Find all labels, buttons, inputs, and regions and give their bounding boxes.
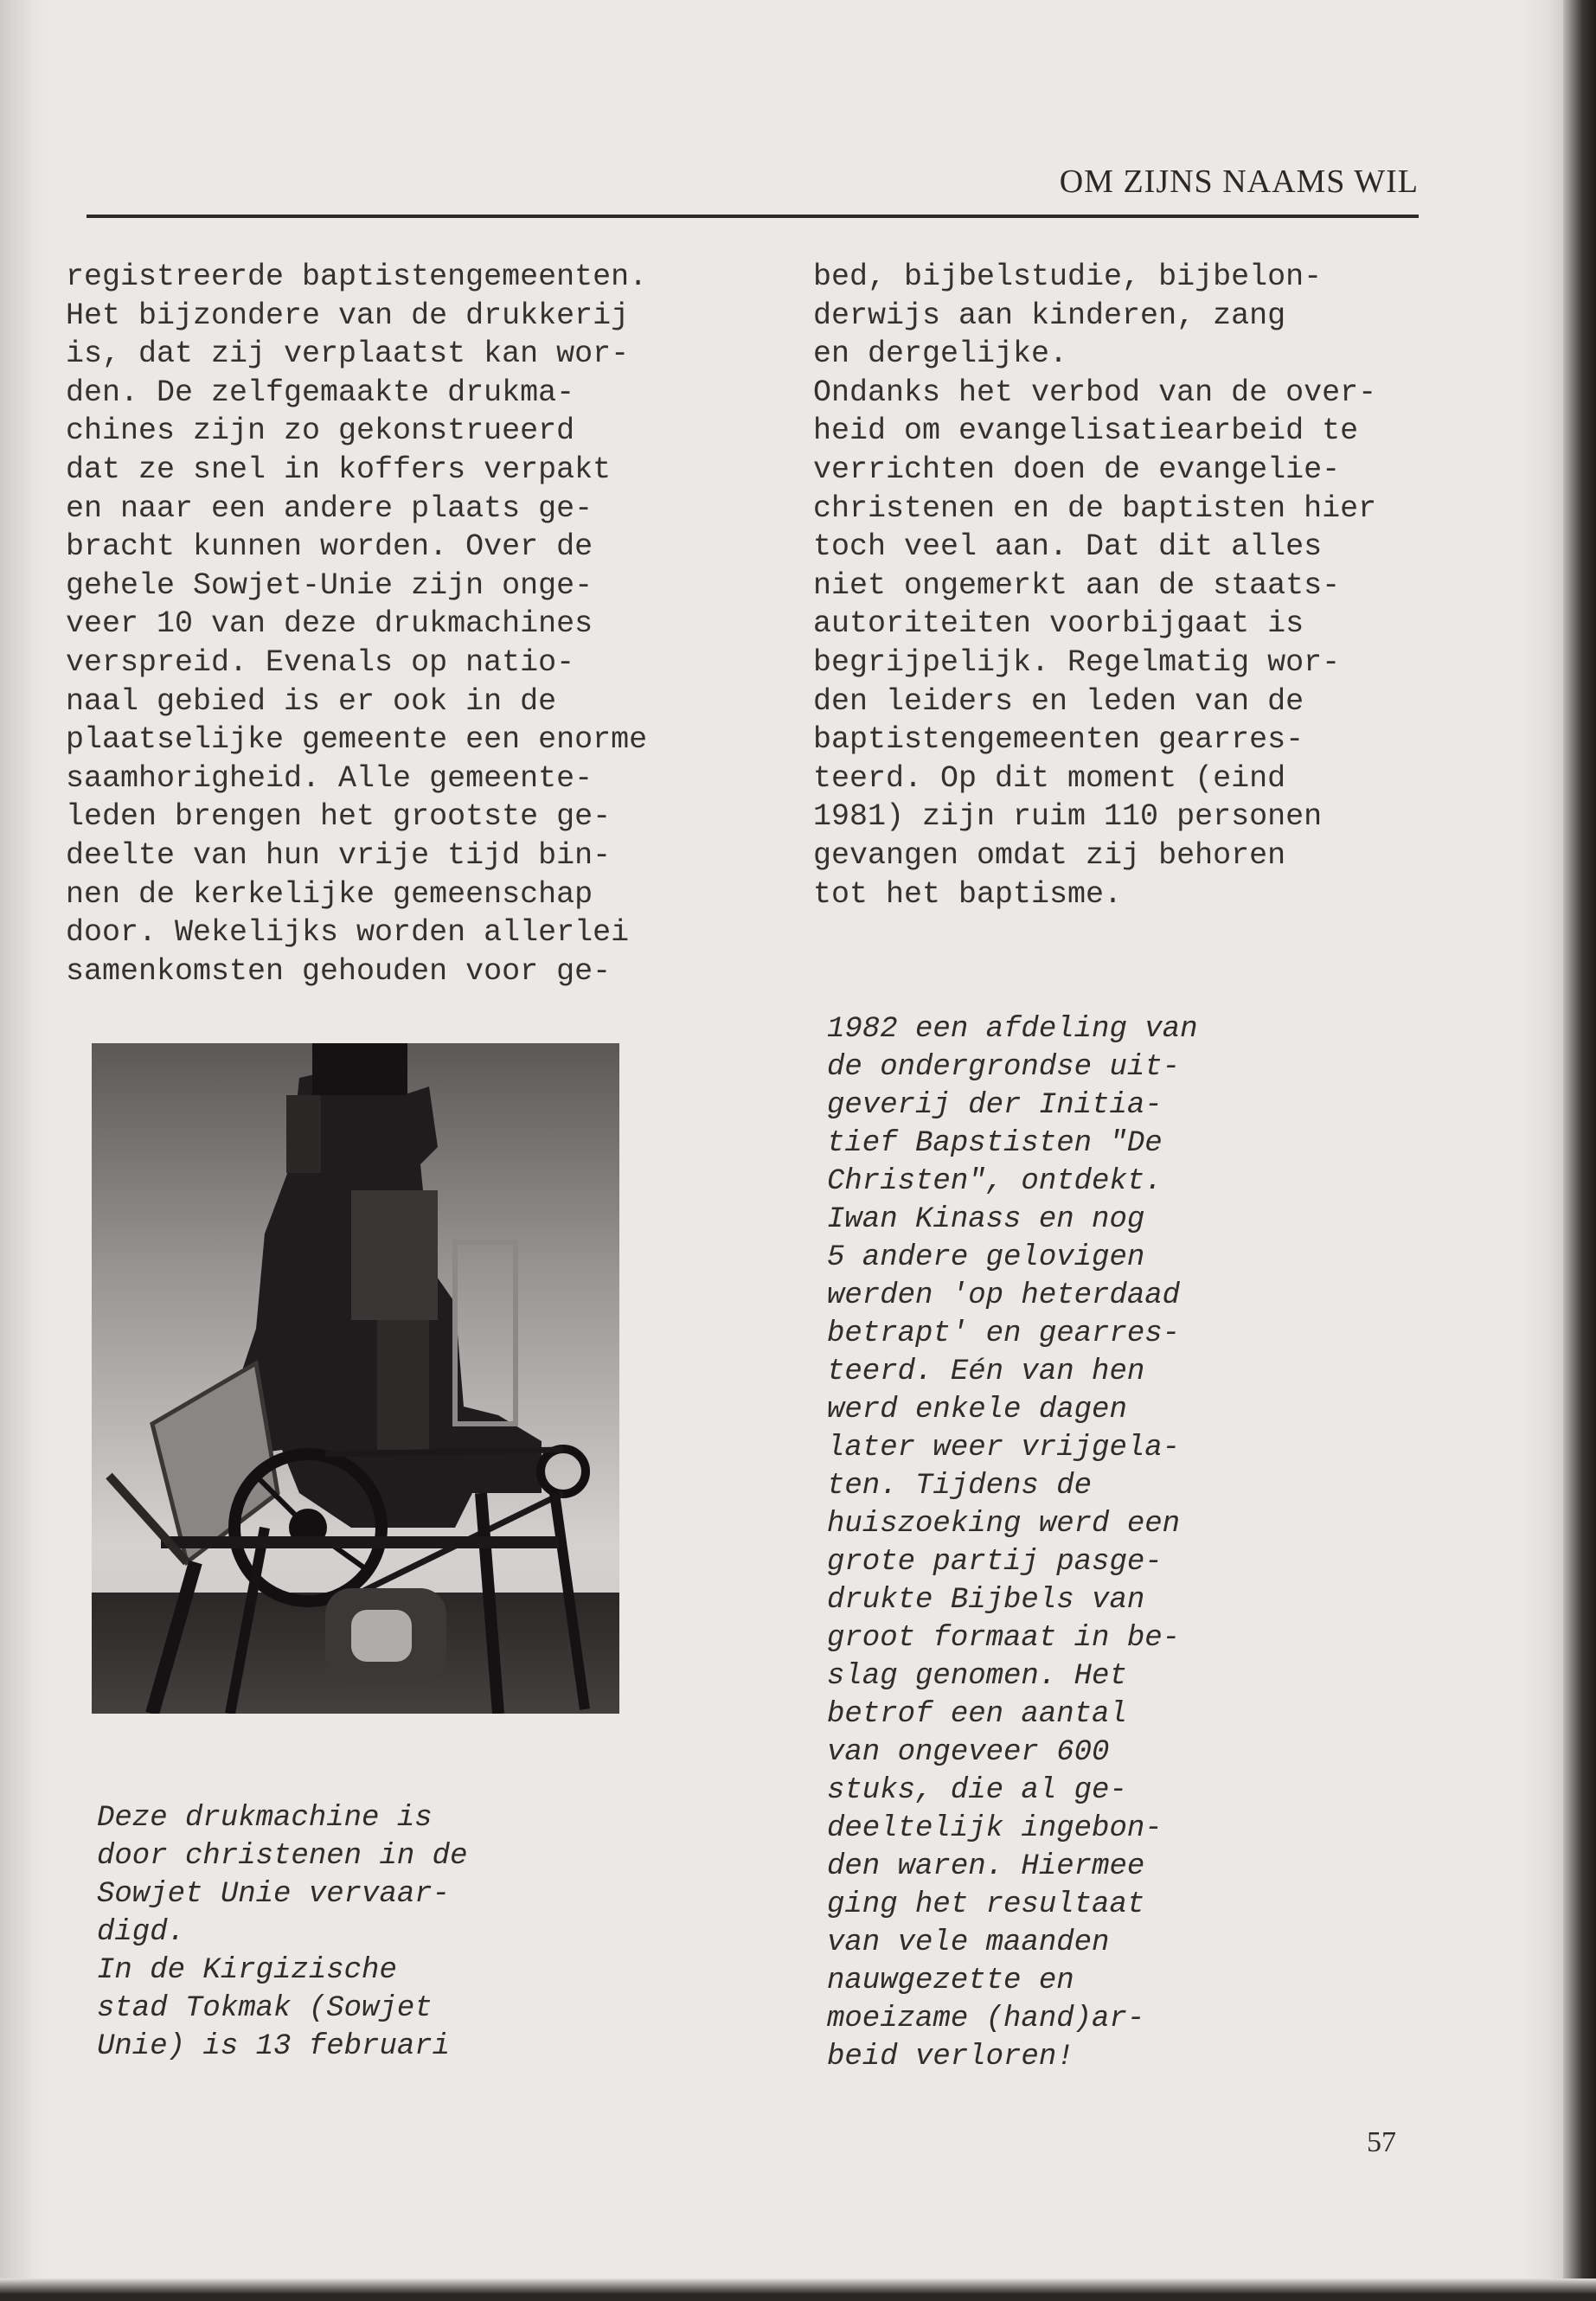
left-column-text: registreerde baptistengemeenten. Het bijzondere van de drukkerij is, dat zij verplaatst kan wor- den. De zelfgemaakte drukma- chines zijn zo gekonstrueerd dat ze snel in koffers verpakt en naar een andere plaats ge- bracht kunnen worden. Over de gehele Sowjet-Unie zijn onge- veer 10 van deze drukmachines verspreid. Evenals op natio- naal gebied is er ook in de plaatselijke gemeente een enorme saamhorigheid. Alle gemeente- leden brengen het grootste ge- deelte van hun vrije tijd bin- nen de kerkelijke gemeenschap door. Wekelijks worden allerlei samenkomsten gehouden voor ge- <box>66 260 648 989</box>
news-caption: 1982 een afdeling van de ondergrondse uit- geverij der Initia- tief Bapstisten "De Christen", ontdekt. Iwan Kinass en nog 5 andere gelovigen werden 'op heterdaad betrapt' en gearres- teerd. Eén van hen werd enkele dagen later weer vrijgela- ten. Tijdens de huiszoeking werd een grote partij pasge- drukte Bijbels van groot formaat in be- slag genomen. Het betrof een aantal van ongeveer 600 stuks, die al ge- deeltelijk ingebon- den waren. Hiermee ging het resultaat van vele maanden nauwgezette en moeizame (hand)ar- beid verloren! <box>827 1013 1198 2073</box>
page-number: 57 <box>1367 2126 1396 2158</box>
photo-caption: Deze drukmachine is door christenen in de Sowjet Unie vervaar- digd. In de Kirgizische stad Tokmak (Sowjet Unie) is 13 februari <box>97 1802 468 2063</box>
page-edge <box>1563 0 1596 2301</box>
right-column-text: bed, bijbelstudie, bijbelon- derwijs aan kinderen, zang en dergelijke. Ondanks het verbod van de over- heid om evangelisatiearbeid te verrichten doen de evangelie- christenen en de baptisten hier toch veel aan. Dat dit alles niet ongemerkt aan de staats- autoriteiten voorbijgaat is begrijpelijk. Regelmatig wor- den leiders en leden van de baptistengemeenten gearres- teerd. Op dit moment (eind 1981) zijn ruim 110 personen gevangen omdat zij behoren tot het baptisme. <box>813 260 1377 912</box>
page-bottom-edge <box>0 2279 1596 2301</box>
printing-press-photo <box>92 1043 619 1714</box>
header-rule <box>87 215 1419 218</box>
running-title: OM ZIJNS NAAMS WIL <box>1059 163 1419 200</box>
